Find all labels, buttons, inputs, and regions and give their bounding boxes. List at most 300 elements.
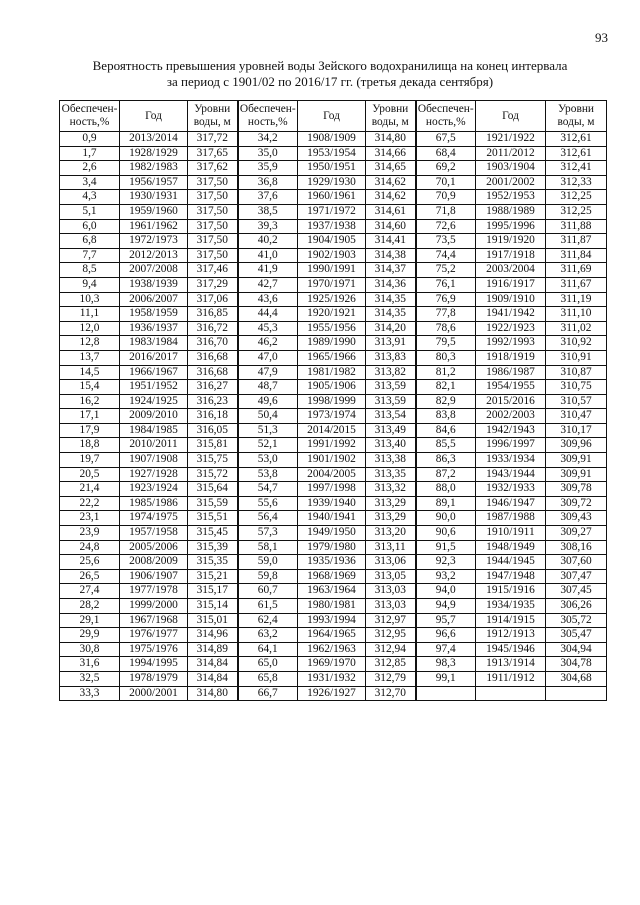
cell-probability-3: 71,8	[416, 204, 476, 219]
cell-probability-3: 97,4	[416, 642, 476, 657]
cell-probability-3: 77,8	[416, 307, 476, 322]
cell-probability-3: 76,1	[416, 277, 476, 292]
cell-level-3: 311,19	[546, 292, 607, 307]
cell-level-2: 313,40	[366, 438, 416, 453]
cell-year-3: 1941/1942	[476, 307, 546, 322]
table-row	[60, 394, 607, 409]
cell-level-2: 314,65	[366, 161, 416, 176]
cell-probability-1: 18,8	[60, 438, 120, 453]
cell-year-3: 1942/1943	[476, 423, 546, 438]
cell-level-1: 316,72	[188, 321, 238, 336]
cell-year-2: 1935/1936	[298, 555, 366, 570]
cell-year-2: 1953/1954	[298, 146, 366, 161]
header-row	[60, 101, 607, 132]
cell-probability-3: 88,0	[416, 482, 476, 497]
cell-level-1: 315,75	[188, 453, 238, 468]
cell-year-2: 1960/1961	[298, 190, 366, 205]
cell-year-3: 1915/1916	[476, 584, 546, 599]
cell-year-2: 1950/1951	[298, 161, 366, 176]
cell-level-3: 311,02	[546, 321, 607, 336]
cell-level-2: 312,70	[366, 686, 416, 701]
cell-year-1: 1930/1931	[120, 190, 188, 205]
cell-year-1: 1977/1978	[120, 584, 188, 599]
table-body	[60, 132, 607, 701]
cell-probability-3: 81,2	[416, 365, 476, 380]
cell-year-1: 1966/1967	[120, 365, 188, 380]
cell-probability-2: 35,9	[238, 161, 298, 176]
cell-probability-2: 39,3	[238, 219, 298, 234]
cell-probability-2: 41,9	[238, 263, 298, 278]
cell-year-1: 2000/2001	[120, 686, 188, 701]
header-level-1: Уровни воды, м	[188, 101, 238, 132]
cell-year-2: 1979/1980	[298, 540, 366, 555]
cell-year-1: 1928/1929	[120, 146, 188, 161]
cell-year-2: 1981/1982	[298, 365, 366, 380]
cell-probability-3: 78,6	[416, 321, 476, 336]
cell-year-3: 1954/1955	[476, 380, 546, 395]
cell-year-1: 1967/1968	[120, 613, 188, 628]
cell-level-2: 314,36	[366, 277, 416, 292]
cell-year-1: 1994/1995	[120, 657, 188, 672]
cell-probability-1: 3,4	[60, 175, 120, 190]
cell-level-2: 313,29	[366, 496, 416, 511]
cell-probability-1: 33,3	[60, 686, 120, 701]
cell-year-2: 1991/1992	[298, 438, 366, 453]
cell-level-2: 313,54	[366, 409, 416, 424]
header-probability-1: Обеспечен-ность,%	[60, 101, 120, 132]
cell-year-3: 1948/1949	[476, 540, 546, 555]
cell-year-2: 1963/1964	[298, 584, 366, 599]
cell-level-3: 304,94	[546, 642, 607, 657]
cell-year-2: 1925/1926	[298, 292, 366, 307]
header-probability-2: Обеспечен-ность,%	[238, 101, 298, 132]
table-row	[60, 569, 607, 584]
cell-level-2: 312,79	[366, 671, 416, 686]
cell-level-1: 316,23	[188, 394, 238, 409]
cell-probability-1: 12,8	[60, 336, 120, 351]
cell-probability-2: 62,4	[238, 613, 298, 628]
cell-level-1: 315,81	[188, 438, 238, 453]
cell-level-1: 316,18	[188, 409, 238, 424]
cell-probability-2: 61,5	[238, 599, 298, 614]
cell-level-3: 308,16	[546, 540, 607, 555]
cell-year-2: 1955/1956	[298, 321, 366, 336]
cell-level-2: 313,03	[366, 599, 416, 614]
cell-year-1: 1961/1962	[120, 219, 188, 234]
cell-probability-1: 24,8	[60, 540, 120, 555]
table-row	[60, 438, 607, 453]
cell-year-3: 2015/2016	[476, 394, 546, 409]
cell-level-2: 314,41	[366, 234, 416, 249]
cell-probability-1: 16,2	[60, 394, 120, 409]
cell-year-2: 1937/1938	[298, 219, 366, 234]
cell-level-3: 304,78	[546, 657, 607, 672]
table-row	[60, 496, 607, 511]
cell-level-3: 312,61	[546, 132, 607, 147]
cell-year-2: 1968/1969	[298, 569, 366, 584]
cell-level-1: 314,84	[188, 657, 238, 672]
cell-level-1: 315,64	[188, 482, 238, 497]
table-row	[60, 132, 607, 147]
cell-level-3: 309,91	[546, 467, 607, 482]
cell-level-2: 313,11	[366, 540, 416, 555]
table-row	[60, 248, 607, 263]
cell-level-2: 313,59	[366, 394, 416, 409]
cell-probability-3: 90,6	[416, 526, 476, 541]
cell-year-3: 1922/1923	[476, 321, 546, 336]
cell-level-1: 317,50	[188, 248, 238, 263]
cell-probability-1: 23,9	[60, 526, 120, 541]
cell-probability-2: 36,8	[238, 175, 298, 190]
table-row	[60, 526, 607, 541]
header-level-2: Уровни воды, м	[366, 101, 416, 132]
cell-probability-1: 26,5	[60, 569, 120, 584]
cell-level-2: 313,38	[366, 453, 416, 468]
cell-year-2: 1980/1981	[298, 599, 366, 614]
cell-level-3: 306,26	[546, 599, 607, 614]
cell-level-1: 315,21	[188, 569, 238, 584]
cell-year-2: 1969/1970	[298, 657, 366, 672]
table-row	[60, 234, 607, 249]
cell-year-1: 1923/1924	[120, 482, 188, 497]
cell-probability-2: 34,2	[238, 132, 298, 147]
cell-level-2: 313,05	[366, 569, 416, 584]
cell-level-2: 313,32	[366, 482, 416, 497]
cell-probability-2: 57,3	[238, 526, 298, 541]
cell-year-1: 2008/2009	[120, 555, 188, 570]
cell-year-3: 1988/1989	[476, 204, 546, 219]
cell-year-1: 1983/1984	[120, 336, 188, 351]
cell-probability-2: 56,4	[238, 511, 298, 526]
table-row	[60, 642, 607, 657]
cell-level-1: 317,06	[188, 292, 238, 307]
cell-level-1: 315,39	[188, 540, 238, 555]
cell-level-1: 317,50	[188, 175, 238, 190]
cell-probability-3: 86,3	[416, 453, 476, 468]
cell-probability-1: 10,3	[60, 292, 120, 307]
cell-level-1: 315,72	[188, 467, 238, 482]
cell-year-2: 1993/1994	[298, 613, 366, 628]
cell-level-3: 310,91	[546, 350, 607, 365]
table-row	[60, 292, 607, 307]
cell-year-2: 1970/1971	[298, 277, 366, 292]
cell-probability-2: 60,7	[238, 584, 298, 599]
cell-probability-1: 17,9	[60, 423, 120, 438]
cell-probability-2: 47,9	[238, 365, 298, 380]
cell-level-2: 313,20	[366, 526, 416, 541]
table-row	[60, 671, 607, 686]
cell-probability-3: 76,9	[416, 292, 476, 307]
cell-probability-1: 9,4	[60, 277, 120, 292]
cell-level-3: 304,68	[546, 671, 607, 686]
cell-level-3: 309,72	[546, 496, 607, 511]
cell-year-1: 1975/1976	[120, 642, 188, 657]
cell-level-1: 317,62	[188, 161, 238, 176]
cell-level-1: 315,35	[188, 555, 238, 570]
cell-year-3: 1911/1912	[476, 671, 546, 686]
cell-probability-3: 93,2	[416, 569, 476, 584]
cell-probability-3: 72,6	[416, 219, 476, 234]
cell-year-1: 2010/2011	[120, 438, 188, 453]
cell-probability-2: 59,0	[238, 555, 298, 570]
cell-level-2: 313,83	[366, 350, 416, 365]
cell-year-2: 1997/1998	[298, 482, 366, 497]
cell-probability-3: 70,1	[416, 175, 476, 190]
cell-level-1: 315,17	[188, 584, 238, 599]
table-row	[60, 190, 607, 205]
table-row	[60, 204, 607, 219]
table-row	[60, 686, 607, 701]
cell-probability-3: 85,5	[416, 438, 476, 453]
cell-year-1: 2013/2014	[120, 132, 188, 147]
cell-probability-3: 70,9	[416, 190, 476, 205]
cell-year-2: 1973/1974	[298, 409, 366, 424]
cell-year-2: 1904/1905	[298, 234, 366, 249]
cell-probability-2: 59,8	[238, 569, 298, 584]
cell-year-1: 1959/1960	[120, 204, 188, 219]
cell-year-2: 1998/1999	[298, 394, 366, 409]
cell-year-1: 1984/1985	[120, 423, 188, 438]
cell-probability-3: 80,3	[416, 350, 476, 365]
cell-probability-3: 83,8	[416, 409, 476, 424]
cell-probability-3: 69,2	[416, 161, 476, 176]
cell-year-3: 2002/2003	[476, 409, 546, 424]
cell-year-3: 1995/1996	[476, 219, 546, 234]
cell-year-2: 1949/1950	[298, 526, 366, 541]
cell-level-3: 311,10	[546, 307, 607, 322]
cell-year-3: 2011/2012	[476, 146, 546, 161]
cell-year-2: 1905/1906	[298, 380, 366, 395]
cell-year-3: 1952/1953	[476, 190, 546, 205]
cell-probability-2: 49,6	[238, 394, 298, 409]
cell-year-1: 2016/2017	[120, 350, 188, 365]
cell-year-3: 1945/1946	[476, 642, 546, 657]
cell-probability-3: 99,1	[416, 671, 476, 686]
cell-level-3: 312,25	[546, 204, 607, 219]
table-row	[60, 146, 607, 161]
cell-probability-3: 90,0	[416, 511, 476, 526]
cell-year-2: 1931/1932	[298, 671, 366, 686]
header-year-2: Год	[298, 101, 366, 132]
cell-year-1: 1982/1983	[120, 161, 188, 176]
table-row	[60, 540, 607, 555]
cell-probability-3: 91,5	[416, 540, 476, 555]
cell-year-1: 1957/1958	[120, 526, 188, 541]
cell-level-3: 310,17	[546, 423, 607, 438]
cell-level-1: 316,68	[188, 365, 238, 380]
cell-year-3: 1916/1917	[476, 277, 546, 292]
cell-probability-2: 66,7	[238, 686, 298, 701]
cell-probability-2: 38,5	[238, 204, 298, 219]
cell-level-3: 311,87	[546, 234, 607, 249]
cell-level-1: 316,68	[188, 350, 238, 365]
cell-level-2: 312,94	[366, 642, 416, 657]
cell-level-3: 311,67	[546, 277, 607, 292]
cell-probability-1: 6,0	[60, 219, 120, 234]
cell-year-2: 1929/1930	[298, 175, 366, 190]
cell-year-2: 2014/2015	[298, 423, 366, 438]
cell-year-1: 1956/1957	[120, 175, 188, 190]
cell-probability-2: 47,0	[238, 350, 298, 365]
cell-probability-1: 30,8	[60, 642, 120, 657]
table-row	[60, 511, 607, 526]
cell-year-1: 2012/2013	[120, 248, 188, 263]
cell-year-3: 1944/1945	[476, 555, 546, 570]
cell-level-2: 313,03	[366, 584, 416, 599]
cell-level-3: 310,87	[546, 365, 607, 380]
cell-level-3: 311,69	[546, 263, 607, 278]
document-title	[60, 58, 600, 90]
cell-year-3: 1903/1904	[476, 161, 546, 176]
cell-level-3: 309,96	[546, 438, 607, 453]
cell-level-3: 311,88	[546, 219, 607, 234]
table-row	[60, 613, 607, 628]
cell-probability-2: 54,7	[238, 482, 298, 497]
cell-year-3: 1992/1993	[476, 336, 546, 351]
cell-probability-1: 29,9	[60, 628, 120, 643]
cell-year-1: 1906/1907	[120, 569, 188, 584]
cell-level-3: 307,47	[546, 569, 607, 584]
cell-probability-1: 19,7	[60, 453, 120, 468]
cell-level-1: 315,01	[188, 613, 238, 628]
cell-probability-3: 84,6	[416, 423, 476, 438]
cell-probability-1: 11,1	[60, 307, 120, 322]
cell-level-2: 314,80	[366, 132, 416, 147]
cell-probability-1: 28,2	[60, 599, 120, 614]
cell-level-3: 309,91	[546, 453, 607, 468]
cell-probability-2: 64,1	[238, 642, 298, 657]
cell-probability-1: 14,5	[60, 365, 120, 380]
cell-year-3: 1912/1913	[476, 628, 546, 643]
table-row	[60, 336, 607, 351]
cell-probability-1: 17,1	[60, 409, 120, 424]
cell-year-1: 1924/1925	[120, 394, 188, 409]
cell-year-2: 1920/1921	[298, 307, 366, 322]
cell-probability-3: 98,3	[416, 657, 476, 672]
cell-year-1: 2009/2010	[120, 409, 188, 424]
cell-probability-1: 5,1	[60, 204, 120, 219]
cell-probability-1: 13,7	[60, 350, 120, 365]
cell-year-1: 1999/2000	[120, 599, 188, 614]
cell-level-1: 316,70	[188, 336, 238, 351]
cell-year-1: 2007/2008	[120, 263, 188, 278]
cell-year-2: 1908/1909	[298, 132, 366, 147]
cell-year-2: 1901/1902	[298, 453, 366, 468]
cell-level-3: 310,47	[546, 409, 607, 424]
cell-probability-2: 40,2	[238, 234, 298, 249]
cell-level-1: 317,50	[188, 190, 238, 205]
cell-year-2: 1964/1965	[298, 628, 366, 643]
cell-level-3: 310,75	[546, 380, 607, 395]
cell-level-1: 317,46	[188, 263, 238, 278]
cell-year-3: 1947/1948	[476, 569, 546, 584]
cell-probability-2: 53,0	[238, 453, 298, 468]
cell-level-1: 315,14	[188, 599, 238, 614]
cell-level-1: 315,51	[188, 511, 238, 526]
cell-probability-3: 87,2	[416, 467, 476, 482]
cell-level-3: 309,43	[546, 511, 607, 526]
cell-probability-1: 27,4	[60, 584, 120, 599]
cell-level-3: 310,92	[546, 336, 607, 351]
table-row	[60, 307, 607, 322]
cell-probability-3	[416, 686, 476, 701]
cell-probability-2: 50,4	[238, 409, 298, 424]
cell-year-2: 1971/1972	[298, 204, 366, 219]
cell-level-2: 314,60	[366, 219, 416, 234]
cell-year-1: 1958/1959	[120, 307, 188, 322]
cell-year-2: 1939/1940	[298, 496, 366, 511]
cell-year-2: 1990/1991	[298, 263, 366, 278]
cell-level-1: 315,59	[188, 496, 238, 511]
cell-level-2: 312,95	[366, 628, 416, 643]
cell-level-2: 314,35	[366, 307, 416, 322]
cell-level-1: 317,50	[188, 204, 238, 219]
table-row	[60, 263, 607, 278]
cell-probability-3: 79,5	[416, 336, 476, 351]
cell-level-2: 313,49	[366, 423, 416, 438]
cell-year-3: 1921/1922	[476, 132, 546, 147]
cell-level-1: 314,89	[188, 642, 238, 657]
cell-level-2: 313,06	[366, 555, 416, 570]
cell-probability-3: 94,9	[416, 599, 476, 614]
cell-probability-1: 1,7	[60, 146, 120, 161]
cell-year-1: 1985/1986	[120, 496, 188, 511]
header-level-3: Уровни воды, м	[546, 101, 607, 132]
cell-year-3: 2001/2002	[476, 175, 546, 190]
cell-probability-2: 48,7	[238, 380, 298, 395]
cell-probability-2: 58,1	[238, 540, 298, 555]
cell-probability-3: 74,4	[416, 248, 476, 263]
table-row	[60, 599, 607, 614]
cell-year-1: 1907/1908	[120, 453, 188, 468]
cell-level-3	[546, 686, 607, 701]
cell-year-1: 1936/1937	[120, 321, 188, 336]
cell-probability-1: 12,0	[60, 321, 120, 336]
cell-level-2: 312,85	[366, 657, 416, 672]
table-row	[60, 321, 607, 336]
cell-probability-3: 68,4	[416, 146, 476, 161]
cell-probability-2: 37,6	[238, 190, 298, 205]
cell-level-1: 314,84	[188, 671, 238, 686]
table-row	[60, 175, 607, 190]
cell-year-3: 2003/2004	[476, 263, 546, 278]
cell-year-2: 1989/1990	[298, 336, 366, 351]
cell-probability-1: 32,5	[60, 671, 120, 686]
cell-year-3: 1987/1988	[476, 511, 546, 526]
cell-level-1: 317,65	[188, 146, 238, 161]
cell-probability-1: 31,6	[60, 657, 120, 672]
cell-year-1: 1951/1952	[120, 380, 188, 395]
table-row	[60, 453, 607, 468]
header-probability-3: Обеспечен-ность,%	[416, 101, 476, 132]
cell-level-2: 314,35	[366, 292, 416, 307]
probability-table	[59, 100, 607, 701]
cell-probability-1: 25,6	[60, 555, 120, 570]
cell-year-3: 1918/1919	[476, 350, 546, 365]
page-number: 93	[595, 30, 608, 45]
cell-probability-3: 67,5	[416, 132, 476, 147]
cell-level-2: 314,62	[366, 190, 416, 205]
cell-probability-2: 51,3	[238, 423, 298, 438]
cell-level-3: 312,61	[546, 146, 607, 161]
cell-year-1: 2006/2007	[120, 292, 188, 307]
cell-probability-2: 53,8	[238, 467, 298, 482]
table-row	[60, 467, 607, 482]
title-line-1: Вероятность превышения уровней воды Зейского водохранилища на конец интервала	[92, 58, 568, 73]
cell-probability-2: 65,0	[238, 657, 298, 672]
cell-level-1: 317,50	[188, 234, 238, 249]
cell-probability-2: 65,8	[238, 671, 298, 686]
